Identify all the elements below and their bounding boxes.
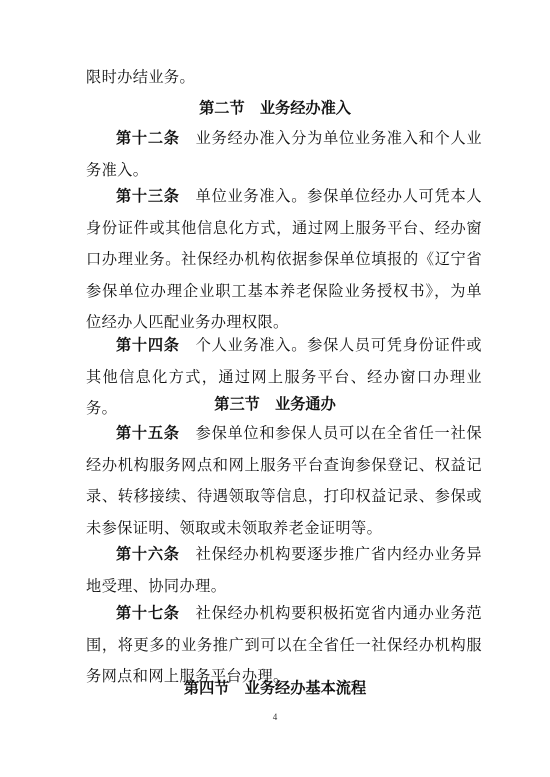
article-15	[86, 418, 482, 544]
article-label: 第十七条	[116, 604, 180, 622]
page-number: 4	[272, 712, 278, 722]
article-label: 第十四条	[116, 336, 180, 354]
article-label: 第十五条	[116, 424, 180, 442]
article-text: 社保经办机构要逐步推广省内经办业务异地受理、协同办理。	[86, 545, 482, 595]
section-heading-4: 第四节 业务经办基本流程	[183, 679, 367, 697]
article-text: 业务经办准入分为单位业务准入和个人业务准入。	[86, 129, 482, 179]
carryover-paragraph: 限时办结业务。	[86, 68, 196, 86]
article-text: 参保单位和参保人员可以在全省任一社保经办机构服务网点和网上服务平台查询参保登记、权益记录、转移接续、待遇领取等信息，打印权益记录、参保或未参保证明、领取或未领取养老金证明等。	[86, 424, 482, 537]
article-13	[86, 181, 482, 339]
article-12	[86, 123, 482, 186]
article-label: 第十二条	[116, 129, 180, 147]
section-heading-2: 第二节 业务经办准入	[199, 99, 351, 117]
article-text: 个人业务准入。参保人员可凭身份证件或其他信息化方式，通过网上服务平台、经办窗口办理业务。	[86, 336, 482, 417]
section-heading-3: 第三节 业务通办	[214, 395, 336, 413]
article-text: 社保经办机构要积极拓宽省内通办业务范围，将更多的业务推广到可以在全省任一社保经办机构服务网点和网上服务平台办理。	[86, 604, 482, 685]
article-16	[86, 539, 482, 602]
article-label: 第十三条	[116, 187, 180, 205]
article-label: 第十六条	[116, 545, 180, 563]
article-text: 单位业务准入。参保单位经办人可凭本人身份证件或其他信息化方式，通过网上服务平台、经办窗口办理业务。社保经办机构依据参保单位填报的《辽宁省参保单位办理企业职工基本养老保险业务授权书》，为单位经办人匹配业务办理权限。	[86, 187, 482, 331]
